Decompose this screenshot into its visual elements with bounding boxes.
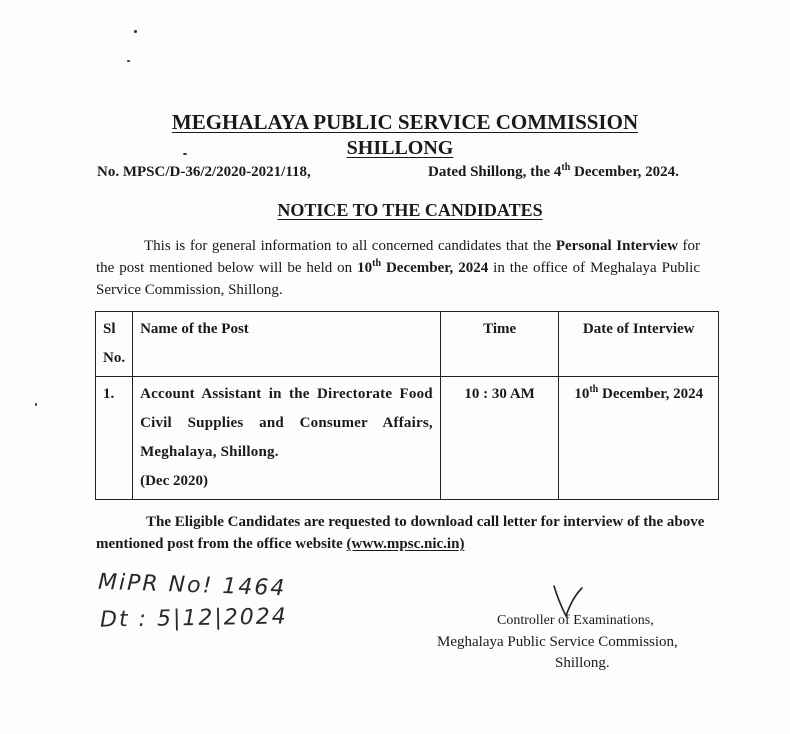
scan-speck [127, 60, 130, 62]
notice-paragraph: This is for general information to all concerned candidates that the Personal Interview for the post mentioned below will be held on 10th December, 2024 in the office of Meghalaya Public Service Commission, Shillong. [96, 238, 700, 298]
header-post: Name of the Post [133, 312, 441, 377]
notice-date: Dated Shillong, the 4th December, 2024. [428, 162, 679, 180]
cell-time: 10 : 30 AM [440, 377, 559, 500]
header-date: Date of Interview [559, 312, 719, 377]
table-header-row [96, 312, 719, 377]
commission-title: MEGHALAYA PUBLIC SERVICE COMMISSION [171, 110, 639, 134]
cell-date: 10th December, 2024 [559, 377, 719, 500]
commission-location: SHILLONG [346, 137, 454, 159]
signatory-designation: Controller of Examinations, [497, 613, 654, 628]
header-sl: Sl No. [96, 312, 133, 377]
signatory-organisation: Meghalaya Public Service Commission, [437, 634, 678, 650]
reference-number: No. MPSC/D-36/2/2020-2021/118, [97, 164, 311, 180]
signatory-place: Shillong. [555, 655, 610, 671]
scan-speck [35, 403, 37, 406]
handwritten-mipr-number: MiPR No! 1464 [97, 569, 287, 602]
cell-post [133, 377, 441, 500]
notice-heading: NOTICE TO THE CANDIDATES [277, 200, 543, 220]
closing-paragraph: The Eligible Candidates are requested to download call letter for interview of the above mentioned post from the office website (www.mpsc.nic.in) [96, 514, 705, 552]
cell-sl: 1. [96, 377, 133, 500]
website-link[interactable]: (www.mpsc.nic.in) [346, 536, 465, 552]
header-time: Time [440, 312, 559, 377]
interview-table [95, 311, 719, 500]
scan-speck [134, 30, 137, 33]
post-name: Account Assistant in the Directorate Food Civil Supplies and Consumer Affairs, Meghalaya, Shillong. [140, 386, 433, 460]
handwritten-date: Dt : 5|12|2024 [99, 604, 288, 633]
post-advertisement: (Dec 2020) [140, 473, 208, 489]
table-row [96, 377, 719, 500]
